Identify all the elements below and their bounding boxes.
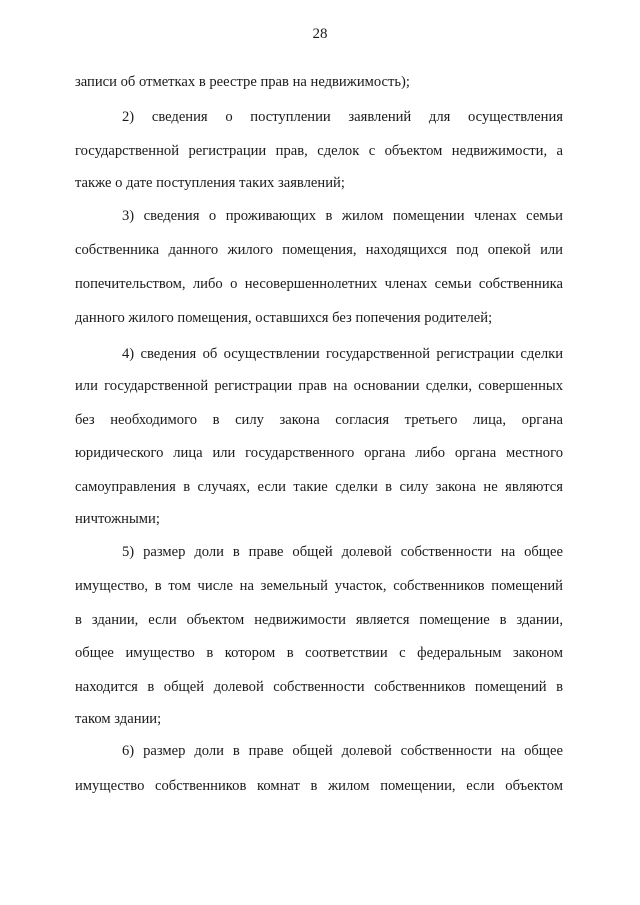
text-line: 3) сведения о проживающих в жилом помещении членах семьи: [122, 208, 563, 224]
text-line: находится в общей долевой собственности собственников помещений в: [75, 679, 563, 695]
text-line: 6) размер доли в праве общей долевой собственности на общее: [122, 743, 563, 759]
text-line: общее имущество в котором в соответствии с федеральным законом: [75, 645, 563, 661]
text-line: попечительством, либо о несовершеннолетних членах семьи собственника: [75, 276, 563, 292]
text-line: ничтожными;: [75, 511, 160, 527]
text-line: таком здании;: [75, 711, 162, 727]
text-line: без необходимого в силу закона согласия третьего лица, органа: [75, 412, 563, 428]
text-line: 4) сведения об осуществлении государственной регистрации сделки: [122, 346, 563, 362]
text-line: 5) размер доли в праве общей долевой собственности на общее: [122, 544, 563, 560]
text-line: собственника данного жилого помещения, находящихся под опекой или: [75, 242, 563, 258]
text-line: также о дате поступления таких заявлений;: [75, 175, 345, 191]
text-line: или государственной регистрации прав на основании сделки, совершенных: [75, 378, 563, 394]
text-line: юридического лица или государственного органа либо органа местного: [75, 445, 563, 461]
text-line: самоуправления в случаях, если такие сделки в силу закона не являются: [75, 479, 563, 495]
text-line: записи об отметках в реестре прав на недвижимость);: [75, 74, 410, 90]
text-line: имущество собственников комнат в жилом помещении, если объектом: [75, 778, 563, 794]
text-line: государственной регистрации прав, сделок с объектом недвижимости, а: [75, 143, 563, 159]
text-line: в здании, если объектом недвижимости является помещение в здании,: [75, 612, 563, 628]
text-line: данного жилого помещения, оставшихся без попечения родителей;: [75, 310, 493, 326]
page-number: 28: [312, 26, 328, 42]
text-line: имущество, в том числе на земельный участок, собственников помещений: [75, 578, 563, 594]
text-line: 2) сведения о поступлении заявлений для осуществления: [122, 109, 563, 125]
